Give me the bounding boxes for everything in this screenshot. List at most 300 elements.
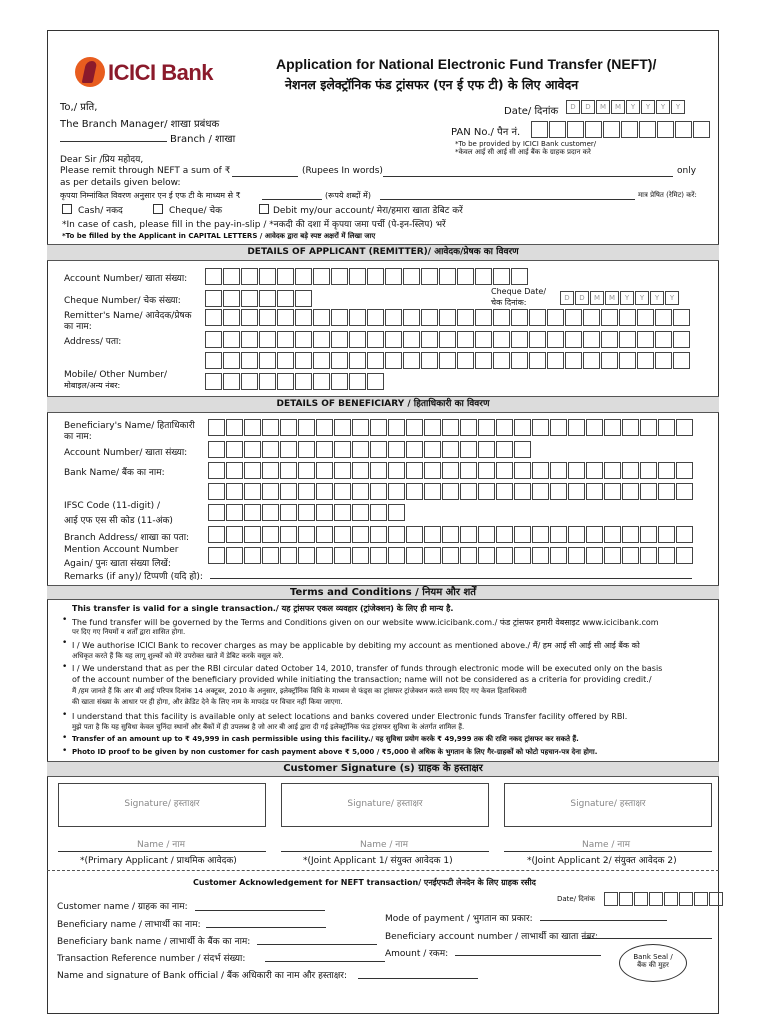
char-box[interactable]: [424, 462, 441, 479]
char-box[interactable]: [226, 441, 243, 458]
char-box[interactable]: [280, 483, 297, 500]
char-box[interactable]: [226, 483, 243, 500]
char-box[interactable]: Y: [620, 291, 634, 305]
char-box[interactable]: [529, 309, 546, 326]
char-box[interactable]: [567, 121, 584, 138]
char-box[interactable]: Y: [656, 100, 670, 114]
char-box[interactable]: [205, 290, 222, 307]
char-box[interactable]: [205, 352, 222, 369]
char-box[interactable]: [478, 462, 495, 479]
char-box[interactable]: [442, 483, 459, 500]
char-box[interactable]: [586, 483, 603, 500]
char-box[interactable]: [316, 462, 333, 479]
char-box[interactable]: [403, 331, 420, 348]
char-box[interactable]: [511, 331, 528, 348]
confirm-account-input[interactable]: [208, 547, 694, 564]
ack-amount-input[interactable]: [455, 955, 601, 956]
char-box[interactable]: [424, 547, 441, 564]
char-box[interactable]: [298, 462, 315, 479]
debit-checkbox[interactable]: [259, 204, 269, 214]
char-box[interactable]: [637, 331, 654, 348]
joint2-name-input[interactable]: [504, 851, 712, 852]
char-box[interactable]: Y: [626, 100, 640, 114]
char-box[interactable]: [280, 462, 297, 479]
char-box[interactable]: [457, 331, 474, 348]
char-box[interactable]: [277, 352, 294, 369]
char-box[interactable]: [439, 331, 456, 348]
char-box[interactable]: [583, 309, 600, 326]
char-box[interactable]: [406, 526, 423, 543]
char-box[interactable]: [208, 462, 225, 479]
char-box[interactable]: [664, 892, 678, 906]
char-box[interactable]: [478, 547, 495, 564]
char-box[interactable]: [601, 352, 618, 369]
char-box[interactable]: [241, 352, 258, 369]
char-box[interactable]: [298, 441, 315, 458]
char-box[interactable]: D: [560, 291, 574, 305]
char-box[interactable]: [208, 441, 225, 458]
char-box[interactable]: [205, 331, 222, 348]
char-box[interactable]: [298, 419, 315, 436]
char-box[interactable]: [640, 547, 657, 564]
char-box[interactable]: [349, 309, 366, 326]
char-box[interactable]: [586, 526, 603, 543]
char-box[interactable]: [514, 419, 531, 436]
char-box[interactable]: [634, 892, 648, 906]
char-box[interactable]: [514, 441, 531, 458]
char-box[interactable]: [334, 526, 351, 543]
char-box[interactable]: [460, 483, 477, 500]
char-box[interactable]: [496, 441, 513, 458]
char-box[interactable]: [547, 309, 564, 326]
char-box[interactable]: [676, 419, 693, 436]
char-box[interactable]: [226, 504, 243, 521]
char-box[interactable]: [709, 892, 723, 906]
char-box[interactable]: [586, 462, 603, 479]
char-box[interactable]: Y: [641, 100, 655, 114]
char-box[interactable]: [259, 331, 276, 348]
ifsc-input[interactable]: [208, 504, 406, 521]
char-box[interactable]: [331, 331, 348, 348]
char-box[interactable]: [460, 547, 477, 564]
char-box[interactable]: [406, 483, 423, 500]
char-box[interactable]: D: [581, 100, 595, 114]
char-box[interactable]: [657, 121, 674, 138]
char-box[interactable]: [655, 352, 672, 369]
char-box[interactable]: [262, 419, 279, 436]
char-box[interactable]: [223, 352, 240, 369]
char-box[interactable]: [424, 441, 441, 458]
char-box[interactable]: [370, 441, 387, 458]
char-box[interactable]: [550, 419, 567, 436]
char-box[interactable]: M: [590, 291, 604, 305]
char-box[interactable]: [550, 547, 567, 564]
char-box[interactable]: [585, 121, 602, 138]
char-box[interactable]: [262, 547, 279, 564]
char-box[interactable]: [298, 504, 315, 521]
char-box[interactable]: [277, 290, 294, 307]
char-box[interactable]: [679, 892, 693, 906]
char-box[interactable]: [334, 462, 351, 479]
char-box[interactable]: [223, 290, 240, 307]
char-box[interactable]: [529, 352, 546, 369]
char-box[interactable]: [532, 526, 549, 543]
beneficiary-account-input[interactable]: [208, 441, 532, 458]
char-box[interactable]: [601, 331, 618, 348]
char-box[interactable]: [655, 309, 672, 326]
char-box[interactable]: [406, 462, 423, 479]
char-box[interactable]: [388, 419, 405, 436]
char-box[interactable]: [226, 419, 243, 436]
char-box[interactable]: [676, 526, 693, 543]
char-box[interactable]: [313, 373, 330, 390]
char-box[interactable]: [244, 462, 261, 479]
char-box[interactable]: [259, 352, 276, 369]
char-box[interactable]: [280, 419, 297, 436]
amount-input-hindi[interactable]: [262, 199, 322, 200]
char-box[interactable]: [478, 441, 495, 458]
char-box[interactable]: [370, 547, 387, 564]
char-box[interactable]: [223, 331, 240, 348]
char-box[interactable]: [676, 483, 693, 500]
char-box[interactable]: [619, 352, 636, 369]
char-box[interactable]: [205, 268, 222, 285]
char-box[interactable]: [493, 309, 510, 326]
char-box[interactable]: [241, 309, 258, 326]
char-box[interactable]: [568, 483, 585, 500]
char-box[interactable]: [604, 483, 621, 500]
char-box[interactable]: [460, 441, 477, 458]
char-box[interactable]: [421, 268, 438, 285]
char-box[interactable]: [370, 462, 387, 479]
char-box[interactable]: [331, 352, 348, 369]
char-box[interactable]: [334, 419, 351, 436]
char-box[interactable]: D: [575, 291, 589, 305]
char-box[interactable]: [385, 352, 402, 369]
char-box[interactable]: [298, 547, 315, 564]
ack-ben-account-input[interactable]: [582, 938, 712, 939]
char-box[interactable]: [604, 462, 621, 479]
char-box[interactable]: [334, 483, 351, 500]
char-box[interactable]: [460, 419, 477, 436]
ack-official-input[interactable]: [358, 978, 478, 979]
char-box[interactable]: [532, 483, 549, 500]
char-box[interactable]: [262, 526, 279, 543]
char-box[interactable]: [637, 309, 654, 326]
char-box[interactable]: [514, 483, 531, 500]
char-box[interactable]: [586, 547, 603, 564]
char-box[interactable]: [565, 309, 582, 326]
char-box[interactable]: [640, 462, 657, 479]
char-box[interactable]: [604, 547, 621, 564]
applicant-account-input[interactable]: [205, 268, 529, 285]
char-box[interactable]: [604, 526, 621, 543]
char-box[interactable]: [496, 462, 513, 479]
char-box[interactable]: [439, 309, 456, 326]
char-box[interactable]: [439, 352, 456, 369]
char-box[interactable]: [259, 290, 276, 307]
joint2-signature-box[interactable]: Signature/ हस्ताक्षर: [504, 783, 712, 827]
cheque-checkbox[interactable]: [153, 204, 163, 214]
char-box[interactable]: [208, 547, 225, 564]
char-box[interactable]: [352, 441, 369, 458]
char-box[interactable]: [388, 547, 405, 564]
char-box[interactable]: [316, 504, 333, 521]
char-box[interactable]: [457, 309, 474, 326]
char-box[interactable]: [547, 331, 564, 348]
char-box[interactable]: [313, 352, 330, 369]
char-box[interactable]: [532, 462, 549, 479]
char-box[interactable]: [406, 441, 423, 458]
char-box[interactable]: [693, 121, 710, 138]
char-box[interactable]: [532, 419, 549, 436]
char-box[interactable]: [205, 373, 222, 390]
char-box[interactable]: [403, 352, 420, 369]
char-box[interactable]: [403, 268, 420, 285]
char-box[interactable]: [244, 441, 261, 458]
char-box[interactable]: [514, 462, 531, 479]
char-box[interactable]: [244, 419, 261, 436]
char-box[interactable]: [475, 309, 492, 326]
char-box[interactable]: M: [611, 100, 625, 114]
char-box[interactable]: [640, 483, 657, 500]
char-box[interactable]: [457, 268, 474, 285]
char-box[interactable]: [531, 121, 548, 138]
char-box[interactable]: [514, 526, 531, 543]
char-box[interactable]: [496, 526, 513, 543]
char-box[interactable]: [280, 547, 297, 564]
char-box[interactable]: [406, 419, 423, 436]
char-box[interactable]: [241, 373, 258, 390]
char-box[interactable]: [334, 547, 351, 564]
char-box[interactable]: [514, 547, 531, 564]
char-box[interactable]: [334, 504, 351, 521]
char-box[interactable]: [603, 121, 620, 138]
char-box[interactable]: [259, 309, 276, 326]
char-box[interactable]: [511, 352, 528, 369]
char-box[interactable]: [406, 547, 423, 564]
char-box[interactable]: [331, 373, 348, 390]
char-box[interactable]: [334, 441, 351, 458]
char-box[interactable]: [352, 504, 369, 521]
char-box[interactable]: [262, 504, 279, 521]
char-box[interactable]: [529, 331, 546, 348]
char-box[interactable]: [205, 309, 222, 326]
char-box[interactable]: [421, 352, 438, 369]
char-box[interactable]: [475, 331, 492, 348]
char-box[interactable]: [622, 547, 639, 564]
char-box[interactable]: [439, 268, 456, 285]
char-box[interactable]: [262, 441, 279, 458]
char-box[interactable]: Y: [665, 291, 679, 305]
char-box[interactable]: [493, 352, 510, 369]
char-box[interactable]: [313, 309, 330, 326]
ack-date-input[interactable]: [604, 892, 724, 906]
char-box[interactable]: [619, 331, 636, 348]
char-box[interactable]: [385, 331, 402, 348]
char-box[interactable]: [313, 331, 330, 348]
char-box[interactable]: [496, 419, 513, 436]
char-box[interactable]: [388, 483, 405, 500]
char-box[interactable]: [259, 268, 276, 285]
char-box[interactable]: [208, 526, 225, 543]
char-box[interactable]: [568, 462, 585, 479]
char-box[interactable]: [370, 419, 387, 436]
char-box[interactable]: [550, 526, 567, 543]
char-box[interactable]: [675, 121, 692, 138]
char-box[interactable]: [676, 547, 693, 564]
char-box[interactable]: D: [566, 100, 580, 114]
char-box[interactable]: [352, 483, 369, 500]
char-box[interactable]: [421, 309, 438, 326]
char-box[interactable]: [568, 419, 585, 436]
char-box[interactable]: [385, 309, 402, 326]
char-box[interactable]: [277, 268, 294, 285]
char-box[interactable]: [277, 331, 294, 348]
char-box[interactable]: [639, 121, 656, 138]
beneficiary-name-input[interactable]: [208, 419, 694, 436]
char-box[interactable]: [640, 526, 657, 543]
char-box[interactable]: M: [605, 291, 619, 305]
char-box[interactable]: [295, 331, 312, 348]
char-box[interactable]: [568, 526, 585, 543]
ack-customer-name-input[interactable]: [195, 910, 325, 911]
char-box[interactable]: [622, 462, 639, 479]
joint1-name-input[interactable]: [281, 851, 489, 852]
char-box[interactable]: [496, 547, 513, 564]
char-box[interactable]: [280, 504, 297, 521]
char-box[interactable]: [640, 419, 657, 436]
char-box[interactable]: [511, 268, 528, 285]
char-box[interactable]: [223, 309, 240, 326]
char-box[interactable]: [621, 121, 638, 138]
ack-beneficiary-bank-input[interactable]: [257, 944, 377, 945]
char-box[interactable]: [226, 462, 243, 479]
char-box[interactable]: [583, 352, 600, 369]
char-box[interactable]: [604, 419, 621, 436]
char-box[interactable]: [370, 526, 387, 543]
char-box[interactable]: [316, 547, 333, 564]
char-box[interactable]: [367, 268, 384, 285]
char-box[interactable]: [280, 441, 297, 458]
words-input-hindi[interactable]: [380, 199, 635, 200]
char-box[interactable]: [244, 526, 261, 543]
char-box[interactable]: [565, 331, 582, 348]
char-box[interactable]: [547, 352, 564, 369]
char-box[interactable]: [331, 268, 348, 285]
branch-address-input[interactable]: [208, 526, 694, 543]
char-box[interactable]: [421, 331, 438, 348]
char-box[interactable]: [403, 309, 420, 326]
char-box[interactable]: [568, 547, 585, 564]
char-box[interactable]: [532, 547, 549, 564]
char-box[interactable]: [442, 462, 459, 479]
char-box[interactable]: [583, 331, 600, 348]
char-box[interactable]: [604, 892, 618, 906]
char-box[interactable]: [367, 331, 384, 348]
char-box[interactable]: [493, 268, 510, 285]
char-box[interactable]: [658, 526, 675, 543]
char-box[interactable]: [259, 373, 276, 390]
char-box[interactable]: [424, 419, 441, 436]
char-box[interactable]: [442, 526, 459, 543]
char-box[interactable]: [349, 268, 366, 285]
char-box[interactable]: [550, 462, 567, 479]
char-box[interactable]: [460, 526, 477, 543]
char-box[interactable]: [298, 526, 315, 543]
char-box[interactable]: [388, 441, 405, 458]
char-box[interactable]: [223, 268, 240, 285]
char-box[interactable]: Y: [671, 100, 685, 114]
char-box[interactable]: [316, 526, 333, 543]
char-box[interactable]: [388, 504, 405, 521]
char-box[interactable]: [622, 419, 639, 436]
char-box[interactable]: [316, 441, 333, 458]
remarks-input[interactable]: [210, 578, 692, 579]
char-box[interactable]: [493, 331, 510, 348]
char-box[interactable]: [511, 309, 528, 326]
char-box[interactable]: [673, 309, 690, 326]
char-box[interactable]: [352, 526, 369, 543]
char-box[interactable]: [316, 483, 333, 500]
char-box[interactable]: [367, 309, 384, 326]
char-box[interactable]: [658, 462, 675, 479]
char-box[interactable]: [388, 526, 405, 543]
char-box[interactable]: [295, 290, 312, 307]
char-box[interactable]: [208, 483, 225, 500]
char-box[interactable]: [619, 309, 636, 326]
char-box[interactable]: [370, 504, 387, 521]
char-box[interactable]: [442, 441, 459, 458]
char-box[interactable]: [622, 483, 639, 500]
char-box[interactable]: [694, 892, 708, 906]
amount-words-input[interactable]: [383, 176, 673, 177]
char-box[interactable]: [277, 309, 294, 326]
char-box[interactable]: [460, 462, 477, 479]
char-box[interactable]: [241, 331, 258, 348]
char-box[interactable]: [658, 483, 675, 500]
char-box[interactable]: [241, 290, 258, 307]
char-box[interactable]: [673, 352, 690, 369]
char-box[interactable]: [241, 268, 258, 285]
char-box[interactable]: [658, 547, 675, 564]
char-box[interactable]: [655, 331, 672, 348]
remitter-name-input[interactable]: [205, 309, 691, 326]
char-box[interactable]: [475, 352, 492, 369]
bank-name-input[interactable]: [208, 462, 694, 479]
char-box[interactable]: [565, 352, 582, 369]
char-box[interactable]: [424, 526, 441, 543]
char-box[interactable]: [601, 309, 618, 326]
address-input-line2[interactable]: [205, 352, 691, 369]
char-box[interactable]: [295, 309, 312, 326]
char-box[interactable]: Y: [635, 291, 649, 305]
char-box[interactable]: [352, 419, 369, 436]
char-box[interactable]: [349, 373, 366, 390]
char-box[interactable]: [244, 547, 261, 564]
char-box[interactable]: [244, 504, 261, 521]
primary-signature-box[interactable]: Signature/ हस्ताक्षर: [58, 783, 266, 827]
char-box[interactable]: [208, 419, 225, 436]
ack-beneficiary-name-input[interactable]: [206, 927, 326, 928]
char-box[interactable]: [442, 419, 459, 436]
char-box[interactable]: [478, 483, 495, 500]
char-box[interactable]: [388, 462, 405, 479]
char-box[interactable]: M: [596, 100, 610, 114]
amount-input[interactable]: [232, 176, 298, 177]
char-box[interactable]: [478, 526, 495, 543]
char-box[interactable]: [442, 547, 459, 564]
